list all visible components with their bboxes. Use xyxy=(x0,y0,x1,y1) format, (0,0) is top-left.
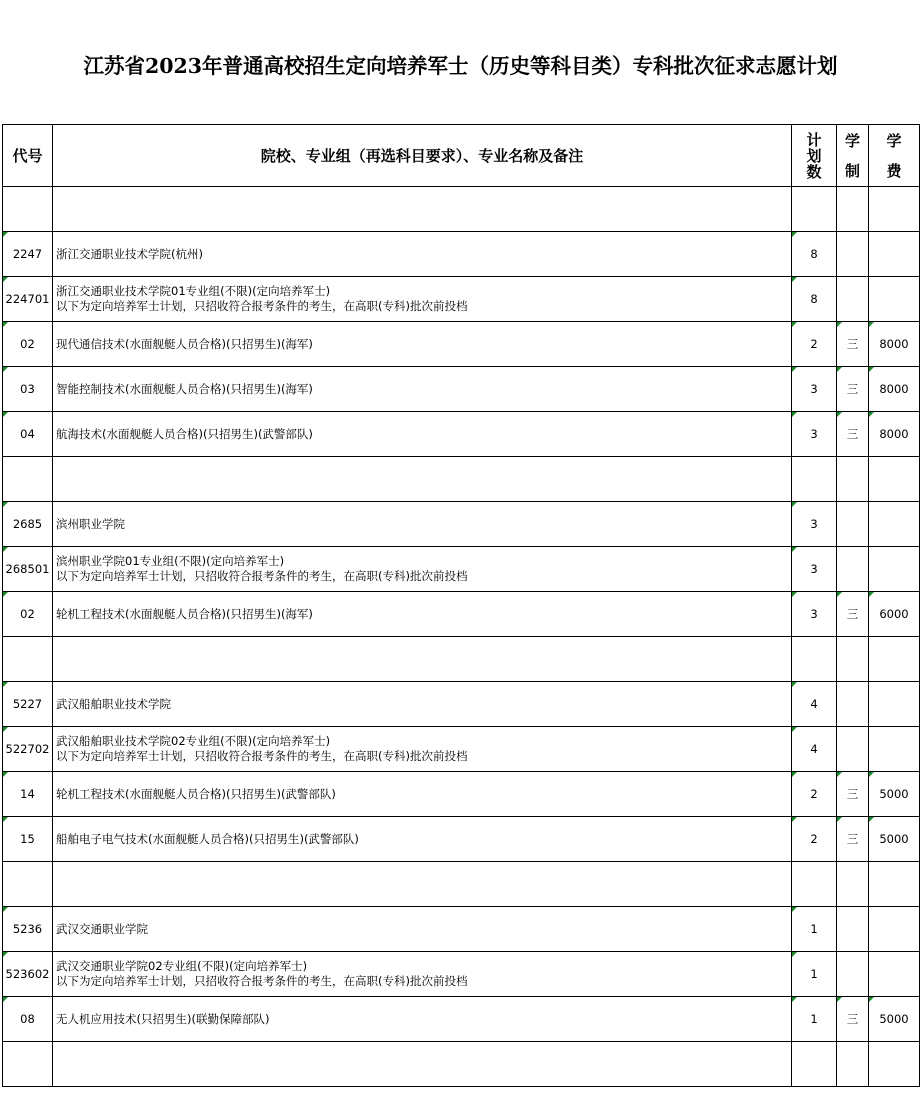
empty-cell xyxy=(869,637,920,682)
table-row xyxy=(3,322,920,367)
blank-row xyxy=(3,187,920,232)
cell-name xyxy=(53,817,792,862)
cell-duration: 三 xyxy=(837,772,869,817)
empty-cell xyxy=(837,862,869,907)
cell-duration: 三 xyxy=(837,412,869,457)
empty-cell xyxy=(837,637,869,682)
cell-plan: 3 xyxy=(792,367,837,412)
note-line: 以下为定向培养军士计划，只招收符合报考条件的考生，在高职(专科)批次前投档 xyxy=(56,974,468,988)
cell-name xyxy=(53,952,792,997)
note-line: 以下为定向培养军士计划，只招收符合报考条件的考生，在高职(专科)批次前投档 xyxy=(56,569,468,583)
name-line: 航海技术(水面舰艇人员合格)(只招男生)(武警部队) xyxy=(56,426,313,441)
cell-name xyxy=(53,682,792,727)
empty-cell xyxy=(3,457,53,502)
cell-code: 5236 xyxy=(3,907,53,952)
header-duration xyxy=(837,125,869,187)
cell-name xyxy=(53,277,792,322)
cell-duration xyxy=(837,907,869,952)
cell-plan: 3 xyxy=(792,592,837,637)
cell-plan: 3 xyxy=(792,502,837,547)
name-line: 武汉交通职业学院02专业组(不限)(定向培养军士) xyxy=(56,959,308,973)
cell-duration: 三 xyxy=(837,322,869,367)
cell-fee xyxy=(869,502,920,547)
blank-row xyxy=(3,637,920,682)
table-row xyxy=(3,592,920,637)
header-plan-char: 数 xyxy=(806,162,822,181)
cell-code: 03 xyxy=(3,367,53,412)
empty-cell xyxy=(792,1042,837,1087)
cell-plan: 1 xyxy=(792,907,837,952)
header-plan xyxy=(792,125,837,187)
cell-plan: 3 xyxy=(792,412,837,457)
cell-name xyxy=(53,592,792,637)
empty-cell xyxy=(869,187,920,232)
header-fee xyxy=(869,125,920,187)
cell-duration xyxy=(837,952,869,997)
name-line: 浙江交通职业技术学院01专业组(不限)(定向培养军士) xyxy=(56,284,331,298)
cell-duration xyxy=(837,502,869,547)
plan-table xyxy=(2,124,920,1087)
blank-row xyxy=(3,1042,920,1087)
table-row xyxy=(3,997,920,1042)
empty-cell xyxy=(869,1042,920,1087)
header-code: 代号 xyxy=(3,125,53,187)
cell-code: 523602 xyxy=(3,952,53,997)
cell-plan: 2 xyxy=(792,817,837,862)
cell-name xyxy=(53,412,792,457)
cell-fee: 8000 xyxy=(869,412,920,457)
empty-cell xyxy=(837,457,869,502)
name-line: 轮机工程技术(水面舰艇人员合格)(只招男生)(海军) xyxy=(56,606,313,621)
cell-fee xyxy=(869,232,920,277)
cell-plan: 2 xyxy=(792,322,837,367)
cell-fee xyxy=(869,952,920,997)
table-row xyxy=(3,772,920,817)
header-fee-char: 学 xyxy=(886,131,902,150)
header-fee-char: 费 xyxy=(886,161,902,180)
name-line: 智能控制技术(水面舰艇人员合格)(只招男生)(海军) xyxy=(56,381,313,396)
cell-code: 02 xyxy=(3,322,53,367)
name-line: 现代通信技术(水面舰艇人员合格)(只招男生)(海军) xyxy=(56,336,313,351)
cell-code: 268501 xyxy=(3,547,53,592)
cell-plan: 2 xyxy=(792,772,837,817)
name-line: 武汉船舶职业技术学院02专业组(不限)(定向培养军士) xyxy=(56,734,331,748)
table-row xyxy=(3,817,920,862)
empty-cell xyxy=(53,637,792,682)
cell-fee: 8000 xyxy=(869,322,920,367)
cell-plan: 1 xyxy=(792,997,837,1042)
cell-duration xyxy=(837,547,869,592)
cell-code: 2685 xyxy=(3,502,53,547)
cell-code: 224701 xyxy=(3,277,53,322)
table-body xyxy=(3,187,920,1087)
empty-cell xyxy=(53,862,792,907)
cell-fee: 5000 xyxy=(869,817,920,862)
empty-cell xyxy=(53,1042,792,1087)
empty-cell xyxy=(792,637,837,682)
cell-fee: 6000 xyxy=(869,592,920,637)
cell-plan: 1 xyxy=(792,952,837,997)
name-line: 武汉船舶职业技术学院 xyxy=(56,696,171,711)
header-duration-char: 制 xyxy=(844,161,860,180)
empty-cell xyxy=(837,1042,869,1087)
name-line: 船舶电子电气技术(水面舰艇人员合格)(只招男生)(武警部队) xyxy=(56,831,359,846)
cell-code: 15 xyxy=(3,817,53,862)
empty-cell xyxy=(3,1042,53,1087)
cell-duration xyxy=(837,232,869,277)
cell-fee xyxy=(869,547,920,592)
cell-code: 522702 xyxy=(3,727,53,772)
cell-name xyxy=(53,367,792,412)
note-line: 以下为定向培养军士计划，只招收符合报考条件的考生，在高职(专科)批次前投档 xyxy=(56,749,468,763)
empty-cell xyxy=(3,862,53,907)
table-row xyxy=(3,547,920,592)
cell-name xyxy=(53,772,792,817)
blank-row xyxy=(3,457,920,502)
empty-cell xyxy=(792,862,837,907)
header-name: 院校、专业组（再选科目要求）、专业名称及备注 xyxy=(53,125,792,187)
cell-code: 2247 xyxy=(3,232,53,277)
name-line: 滨州职业学院 xyxy=(56,516,125,531)
header-plan-char: 计 xyxy=(806,130,822,149)
cell-fee xyxy=(869,907,920,952)
cell-plan: 8 xyxy=(792,232,837,277)
cell-fee: 5000 xyxy=(869,772,920,817)
cell-duration xyxy=(837,277,869,322)
cell-fee xyxy=(869,682,920,727)
page-title: 江苏省2023年普通高校招生定向培养军士（历史等科目类）专科批次征求志愿计划 xyxy=(83,54,838,78)
cell-duration: 三 xyxy=(837,367,869,412)
cell-code: 08 xyxy=(3,997,53,1042)
note-line: 以下为定向培养军士计划，只招收符合报考条件的考生，在高职(专科)批次前投档 xyxy=(56,299,468,313)
cell-fee: 8000 xyxy=(869,367,920,412)
cell-name xyxy=(53,547,792,592)
cell-plan: 4 xyxy=(792,682,837,727)
cell-name xyxy=(53,502,792,547)
empty-cell xyxy=(869,862,920,907)
empty-cell xyxy=(837,187,869,232)
cell-plan: 8 xyxy=(792,277,837,322)
table-row xyxy=(3,952,920,997)
empty-cell xyxy=(869,457,920,502)
cell-duration: 三 xyxy=(837,817,869,862)
cell-fee xyxy=(869,727,920,772)
cell-duration xyxy=(837,727,869,772)
cell-duration xyxy=(837,682,869,727)
cell-name xyxy=(53,232,792,277)
empty-cell xyxy=(792,187,837,232)
table-row xyxy=(3,727,920,772)
cell-name xyxy=(53,322,792,367)
cell-name xyxy=(53,997,792,1042)
empty-cell xyxy=(3,187,53,232)
cell-duration: 三 xyxy=(837,997,869,1042)
cell-plan: 4 xyxy=(792,727,837,772)
empty-cell xyxy=(53,457,792,502)
table-row xyxy=(3,502,920,547)
name-line: 轮机工程技术(水面舰艇人员合格)(只招男生)(武警部队) xyxy=(56,786,336,801)
cell-code: 14 xyxy=(3,772,53,817)
name-line: 浙江交通职业技术学院(杭州) xyxy=(56,246,203,261)
cell-duration: 三 xyxy=(837,592,869,637)
name-line: 滨州职业学院01专业组(不限)(定向培养军士) xyxy=(56,554,285,568)
cell-plan: 3 xyxy=(792,547,837,592)
empty-cell xyxy=(792,457,837,502)
cell-code: 04 xyxy=(3,412,53,457)
cell-fee xyxy=(869,277,920,322)
header-plan-char: 划 xyxy=(806,146,822,165)
cell-name xyxy=(53,907,792,952)
empty-cell xyxy=(53,187,792,232)
cell-code: 02 xyxy=(3,592,53,637)
table-row xyxy=(3,367,920,412)
cell-fee: 5000 xyxy=(869,997,920,1042)
blank-row xyxy=(3,862,920,907)
cell-code: 5227 xyxy=(3,682,53,727)
table-row xyxy=(3,412,920,457)
empty-cell xyxy=(3,637,53,682)
cell-name xyxy=(53,727,792,772)
header-row xyxy=(3,125,920,187)
table-row xyxy=(3,682,920,727)
table-row xyxy=(3,277,920,322)
table-row xyxy=(3,907,920,952)
table-row xyxy=(3,232,920,277)
header-duration-char: 学 xyxy=(844,131,860,150)
name-line: 无人机应用技术(只招男生)(联勤保障部队) xyxy=(56,1011,270,1026)
name-line: 武汉交通职业学院 xyxy=(56,921,148,936)
